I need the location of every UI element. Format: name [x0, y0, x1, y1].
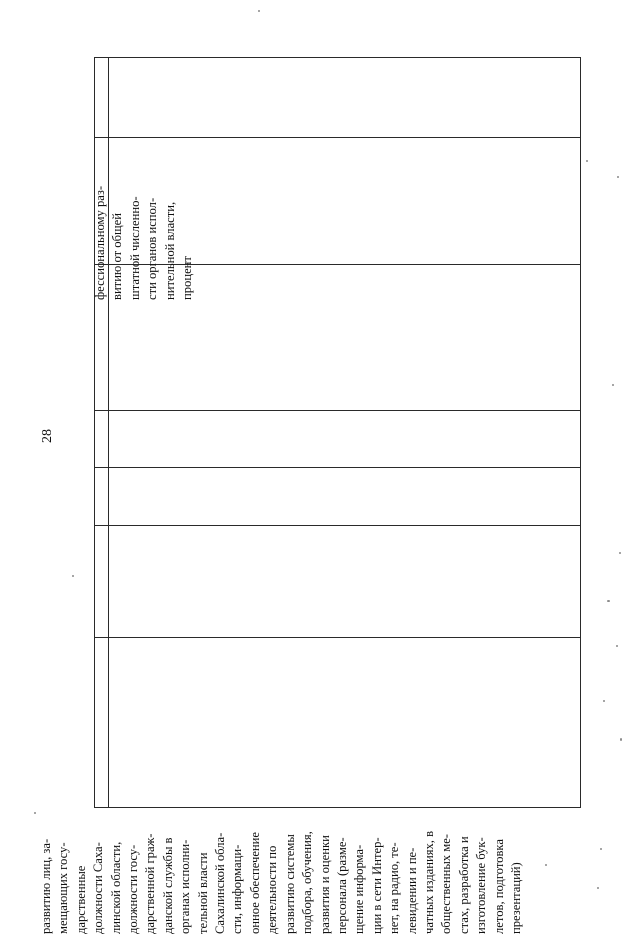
table-cell-indicator-description: фессиональному раз- витию от общей штатной численно- сти органов испол- нительной власти, процент: [93, 185, 195, 300]
row-divider: [94, 637, 581, 638]
row-divider: [94, 467, 581, 468]
scan-speck: [607, 600, 610, 602]
scan-speck: [600, 848, 602, 850]
page-number: 28: [40, 429, 55, 443]
row-divider: [94, 137, 581, 138]
scan-speck: [34, 812, 36, 814]
scan-speck: [72, 575, 74, 577]
table-cell-activity-description: развитию лиц, за- мещающих госу- дарственные должности Саха- линской области, должности госу- дарственной граж- данской службы в органах исполни- тельной власти Сахалинской обла- сти, информаци- онное обеспечение деятельности по развитию системы подбора, обучения, развития и оценки персонала (разме- щение информа- ции в сети Интер- нет, на радио, те- левидении и пе- чатных изданиях, в общественных ме- стах, разработка и изготовление бук- летов, подготовка презентаций): [39, 830, 523, 934]
scan-speck: [603, 700, 605, 702]
scan-speck: [258, 10, 260, 12]
row-divider: [94, 410, 581, 411]
table-border-top: [94, 57, 581, 58]
scan-speck: [586, 160, 588, 162]
scan-speck: [612, 384, 614, 386]
scan-speck: [597, 887, 599, 889]
scan-speck: [616, 645, 618, 647]
scan-speck: [620, 738, 622, 741]
scan-speck: [619, 552, 621, 554]
table-border-right: [580, 57, 581, 808]
row-divider: [94, 525, 581, 526]
scan-speck: [545, 864, 547, 866]
scan-speck: [617, 176, 619, 178]
